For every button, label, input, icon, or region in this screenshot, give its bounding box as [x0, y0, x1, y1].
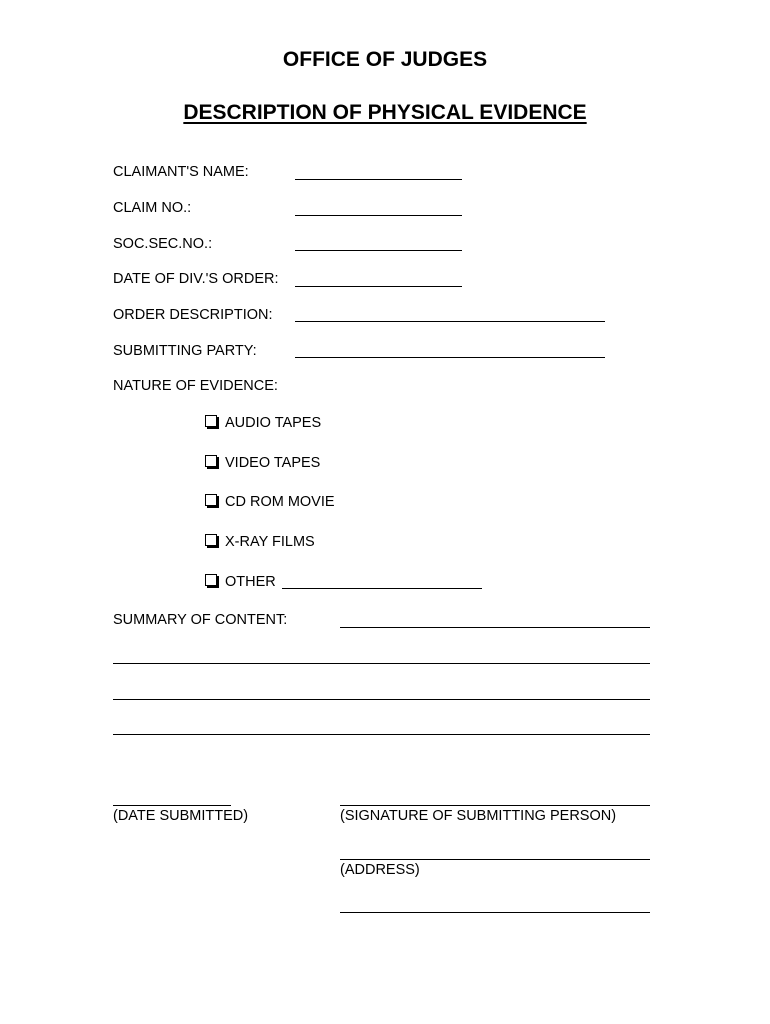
- checkbox-icon[interactable]: [205, 455, 217, 467]
- order-description-label: ORDER DESCRIPTION:: [113, 307, 273, 323]
- summary-line-2[interactable]: [113, 663, 650, 664]
- date-submitted-line[interactable]: [113, 805, 231, 806]
- address-label: (ADDRESS): [340, 862, 420, 878]
- checkbox-icon[interactable]: [205, 494, 217, 506]
- option-label: AUDIO TAPES: [225, 415, 322, 431]
- video-tapes-option[interactable]: [205, 455, 320, 471]
- option-label: CD ROM MOVIE: [225, 494, 335, 510]
- checkbox-icon[interactable]: [205, 574, 217, 586]
- date-submitted-label: (DATE SUBMITTED): [113, 808, 249, 824]
- summary-label: SUMMARY OF CONTENT:: [113, 612, 288, 628]
- summary-line-1[interactable]: [340, 627, 650, 628]
- form-title: DESCRIPTION OF PHYSICAL EVIDENCE: [183, 101, 587, 124]
- x-ray-films-option[interactable]: [205, 534, 315, 550]
- claimant-name-field[interactable]: [295, 179, 462, 180]
- cd-rom-movie-option[interactable]: [205, 494, 335, 510]
- signature-line[interactable]: [340, 805, 650, 806]
- other-option[interactable]: [205, 574, 482, 590]
- other-field[interactable]: [282, 576, 482, 589]
- claimant-name-label: CLAIMANT'S NAME:: [113, 164, 249, 180]
- claim-no-field[interactable]: [295, 215, 462, 216]
- audio-tapes-option[interactable]: [205, 415, 321, 431]
- nature-of-evidence-label: NATURE OF EVIDENCE:: [113, 378, 278, 394]
- option-label: X-RAY FILMS: [225, 534, 315, 550]
- order-description-field[interactable]: [295, 321, 605, 322]
- summary-line-4[interactable]: [113, 734, 650, 735]
- date-of-order-field[interactable]: [295, 286, 462, 287]
- checkbox-icon[interactable]: [205, 534, 217, 546]
- checkbox-icon[interactable]: [205, 415, 217, 427]
- submitting-party-label: SUBMITTING PARTY:: [113, 343, 257, 359]
- address-line-2[interactable]: [340, 912, 650, 913]
- office-heading: OFFICE OF JUDGES: [282, 48, 488, 71]
- soc-sec-no-label: SOC.SEC.NO.:: [113, 236, 213, 252]
- signature-label: (SIGNATURE OF SUBMITTING PERSON): [340, 808, 617, 824]
- date-of-order-label: DATE OF DIV.'S ORDER:: [113, 271, 279, 287]
- soc-sec-no-field[interactable]: [295, 250, 462, 251]
- address-line[interactable]: [340, 859, 650, 860]
- summary-line-3[interactable]: [113, 699, 650, 700]
- submitting-party-field[interactable]: [295, 357, 605, 358]
- option-label: OTHER: [225, 574, 276, 590]
- claim-no-label: CLAIM NO.:: [113, 200, 192, 216]
- option-label: VIDEO TAPES: [225, 455, 321, 471]
